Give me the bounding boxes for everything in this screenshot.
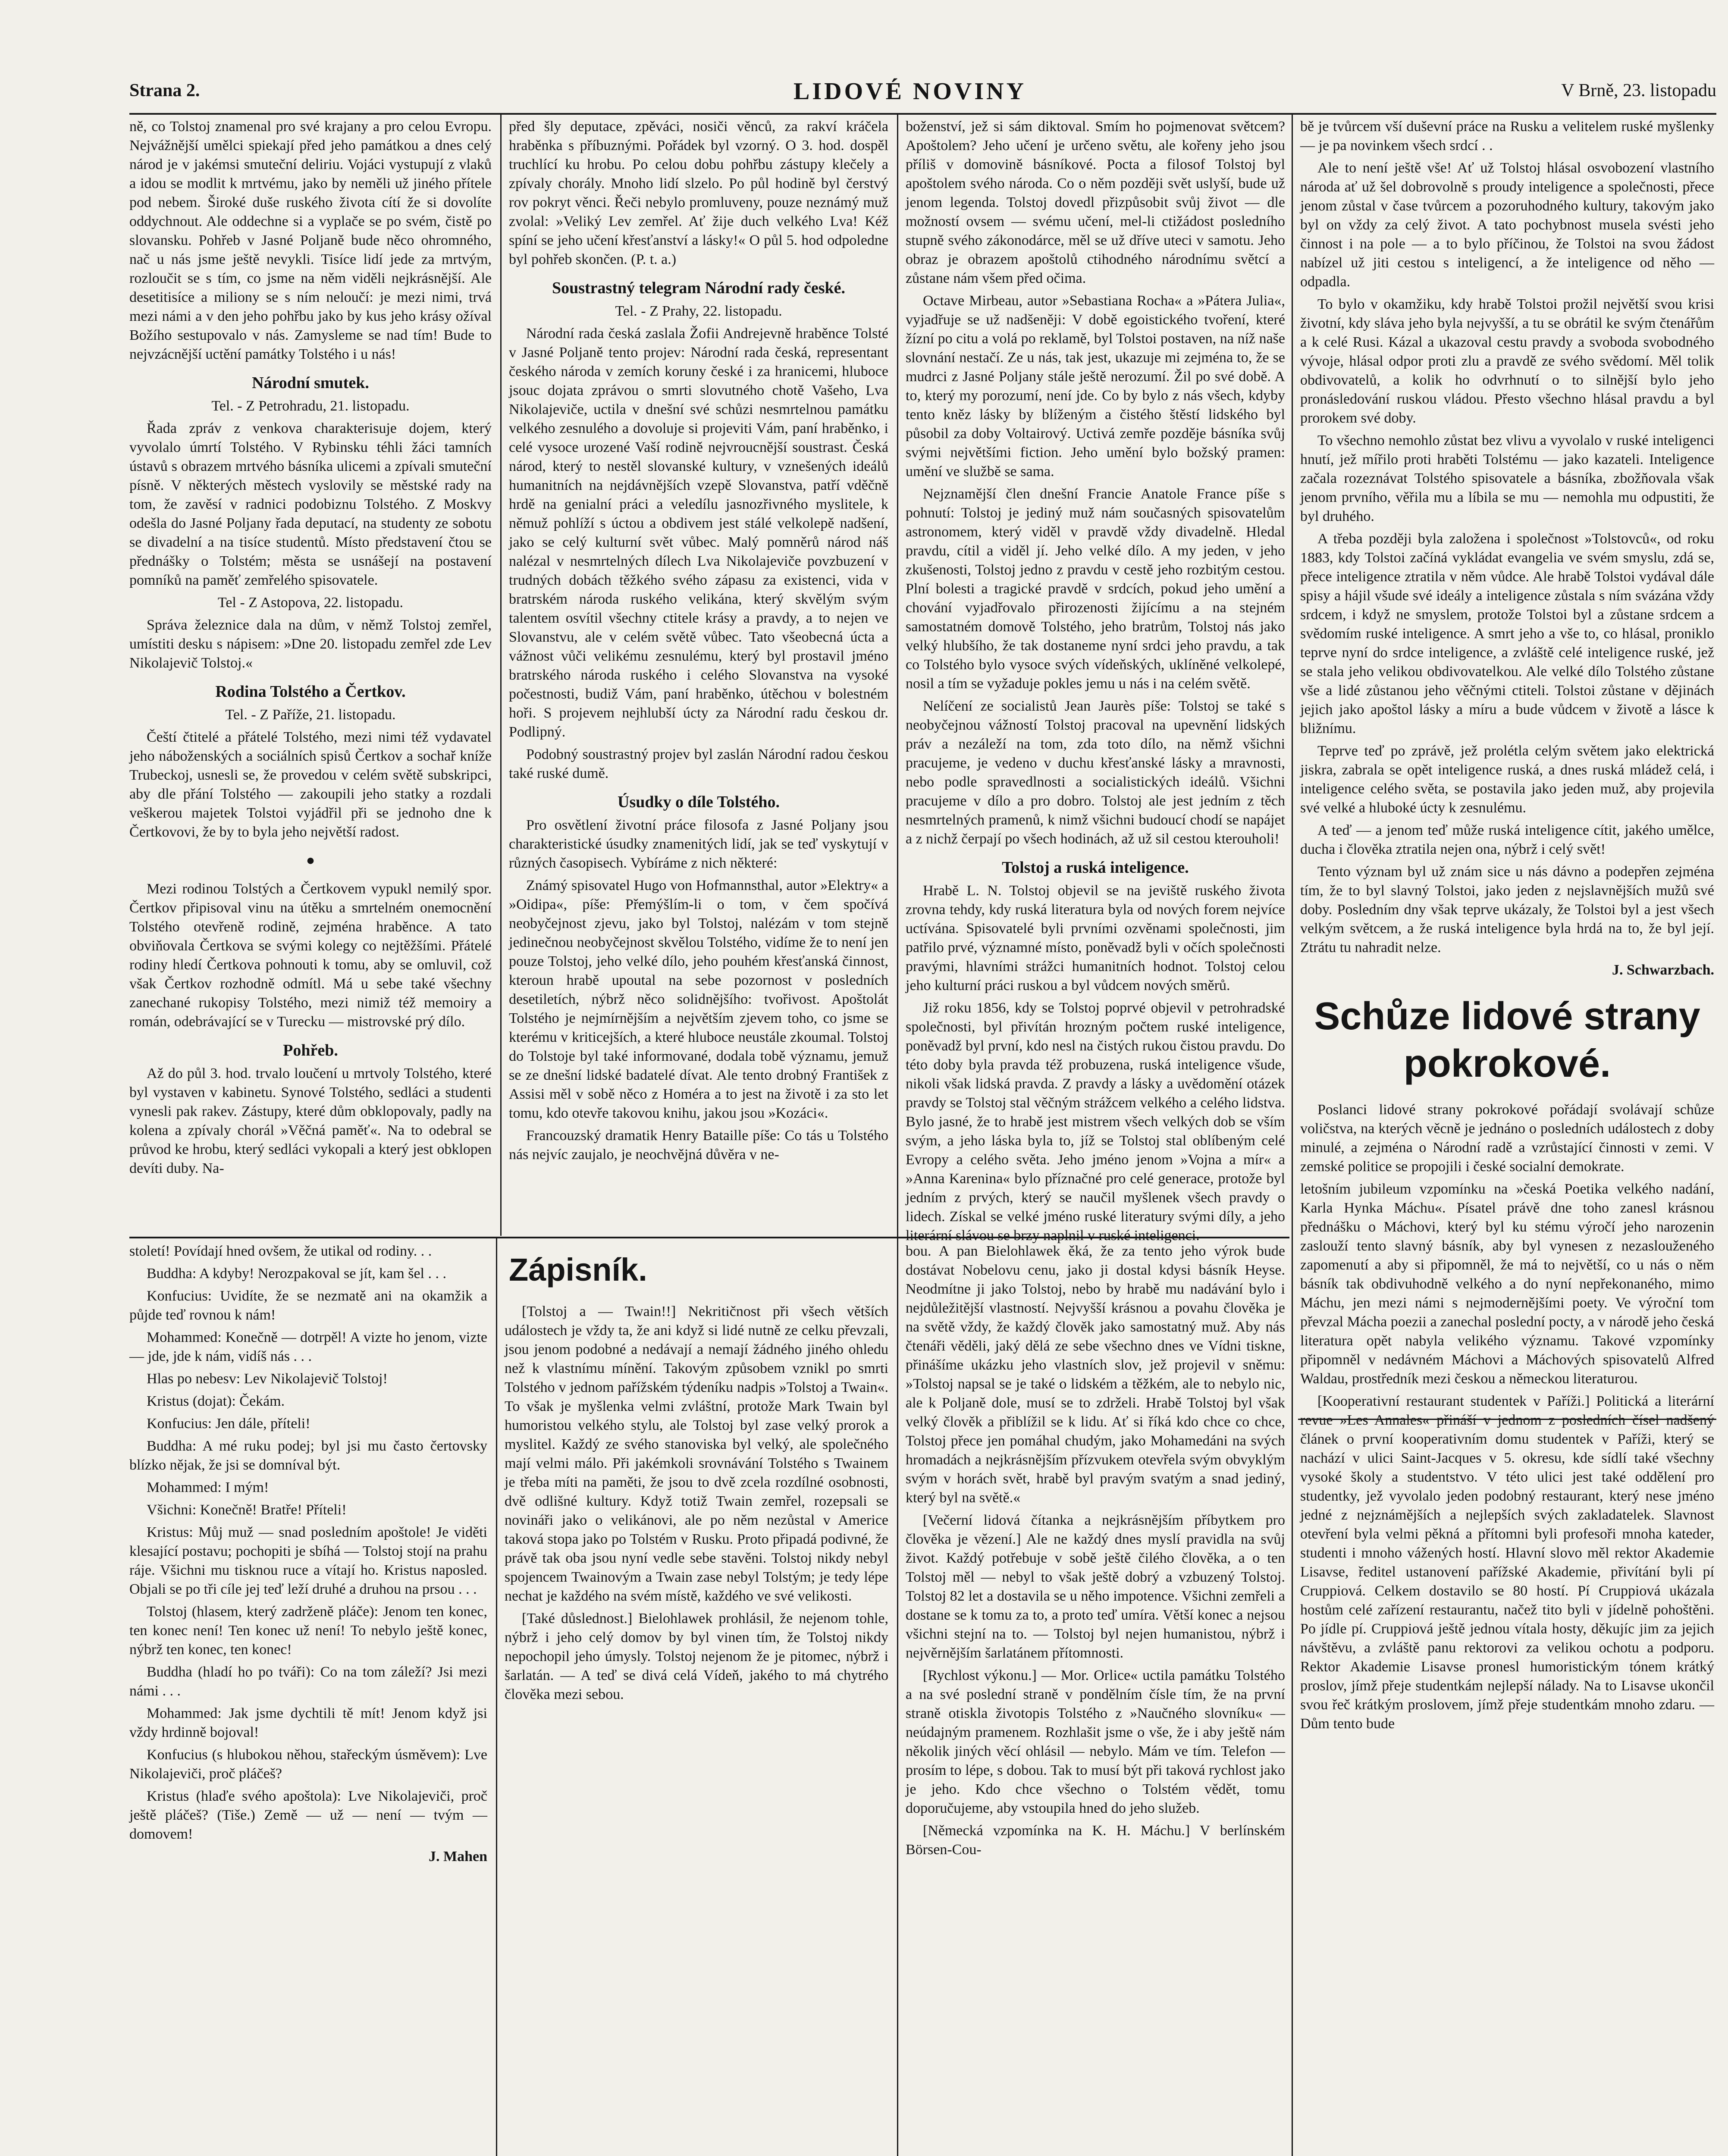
paragraph: Tento význam byl už znám sice u nás dávno a podepřen zejména tím, že to byl slavný Tolstoi, jako jeden z nejslavnějších mužů své doby. Posledním dny však teprve ukázaly, že Tolstoi byl a jest všech velkým světcem, a že ruská inteligence byla hrdá na to, že byl její. Ztrátu tu nahradit nelze. (1300, 864, 1714, 956)
dialogue-line: Konfucius: Uvidíte, že se nezmatě ani na okamžik a půjde teď rovnou k nám! (129, 1288, 487, 1323)
paragraph: A třeba později byla založena i společnost »Tolstovců«, od roku 1883, kdy Tolstoi začíná vykládat evangelia ve svém smyslu, zdá se, přece inteligence ztratila v něm vůdce. Ale hrabě Tolstoi vydával dále spisy a hájil všude své ideály a inteligence zůstala s ním svázána vždy srdcem, i když ne smyslem, protože Tolstoi byl a zůstane srdcem a svědomím ruské inteligence. A smrt jeho a vše to, co hlásal, proniklo teprve nyní do srdce inteligence, a zvláště celé inteligence ruské, jež se stala jeho velikou obdivovatelkou. Ale velké dílo Tolstého zůstane vše a lidé zůstanou jeho věčnými ctiteli. Tolstoi zůstane v dějinách jejich jako apoštol lásky a míru a bude vůdcem v životě a lásce k bližnímu. (1300, 531, 1714, 736)
paragraph: Poslanci lidové strany pokrokové pořádají svolávají schůze voličstva, na kterých věcně je jednáno o posledních událostech z doby minulé, a zejména o Národní radě a vzrůstající činnosti v zemi. V zemské politice se propojili i české socialní demokrate. (1300, 1102, 1714, 1175)
dialogue-line: Buddha: A mé ruku podej; byl jsi mu často čertovsky blízko nějak, že jsi se domníval být. (129, 1438, 487, 1473)
section-heading: Tolstoj a ruská inteligence. (1002, 859, 1189, 877)
dialogue-line: Hlas po nebesv: Lev Nikolajevič Tolstoj! (147, 1371, 388, 1387)
place-date: V Brně, 23. listopadu (1561, 81, 1716, 100)
column-3-bottom (906, 1242, 1285, 2156)
paragraph: A teď — a jenom teď může ruská inteligence cítit, jakého umělce, ducha i člověka ztratila nejen ona, nýbrž i celý svět! (1300, 822, 1714, 857)
paragraph: Podobný soustrastný projev byl zaslán Národní radou českou také ruské dumě. (509, 746, 888, 781)
paragraph: bě je tvůrcem vší duševní práce na Rusku a velitelem ruské myšlenky — je pa novinkem všech srdcí . . (1300, 119, 1714, 154)
masthead (129, 80, 1716, 108)
paragraph: Čeští čtitelé a přátelé Tolstého, mezi nimi též vydavatel jeho náboženských a sociálních spisů Čertkov a sochař kníže Trubeckoj, usnesli se, že provedou v celém světě subskripci, aby dle přání Tolstého — zakoupili jeho statky a rozdali veškerou majetek Tolstoi vyjádřil při se jednoho dne k Čertkovovi, že by to byla jeho největší radost. (129, 729, 492, 840)
column-4 (1300, 117, 1714, 2156)
paragraph: boženství, jež si sám diktoval. Smím ho pojmenovat světcem? Apoštolem? Jeho učení je určeno světu, ale kořeny jeho jsou příliš v domovině básníkové. Pocta a filosof Tolstoj byl apoštolem svého národa. Co o něm později svět uslyší, bude už jenom legenda. Tolstoj dovedl přizpůsobit svůj život — dle možností ovsem — svému učení, mel-li ctižádost posledního stupně svého zákonodárce, měl se už dříve uteci v samotu. Jeho obraz je obrazem apoštolů ctihodného národnímu světcí a zůstane nám všem před očima. (906, 119, 1285, 286)
dialogue-line: Kristus (hlaďe svého apoštola): Lve Nikolajeviči, proč ještě pláčeš? (Tiše.) Země — už — není — tvým — domovem! (129, 1788, 487, 1842)
dialogue-line: Konfucius (s hlubokou něhou, stařeckým úsměvem): Lve Nikolajeviči, proč pláčeš? (129, 1747, 487, 1782)
column-1 (129, 117, 492, 1234)
headline: Schůze lidové strany pokrokové. (1314, 995, 1700, 1085)
section-heading: Soustrastný telegram Národní rady české. (552, 279, 846, 297)
column-3 (906, 117, 1285, 1244)
page-label: Strana 2. (129, 81, 200, 100)
column-rule (500, 115, 502, 1236)
dateline: Tel. - Z Prahy, 22. listopadu. (615, 303, 782, 319)
paragraph: Národní rada česká zaslala Žofii Andrejevně hraběnce Tolsté v Jasné Poljaně tento projev: Národní rada česká, representant českého národa v zemích koruny české i za hranicemi, hluboce jsouc dojata zprávou o smrti slovutného chotě Vašeho, Lva Nikolajeviče, uctila v dnešní své schůzi nesmrtelnou památku velkého zesnulého a dovoluje si projeviti Vám, paní hraběnko, i celé vysoce urozené Vaší rodině nejvroucnější soustrast. Česká národ, který to nestěl slovanské kultury, v vznešených ideálů humanitních na nejdávnějších vzepě Slovanstva, patří vděčně hrdě na genialní práci a veledílu jasnozřivného myslitele, k němuž pohlíží s úctou a obdivem jest stálé velkolepě nadšení, jako se celý kulturní svět vůbec. Malý pomněrů národ náš nalézal v nesmrtelných dílech Lva Nikolajeviče povzbuzení v trudných dobách těžkého svého zápasu za existenci, vida v bratrském národa ruského velikána, který skvělým svým talentem osvítil všechny ctitele krásy a pravdy, a to nejen ve Slovanstvu, ale v celém světě vůbec. Tato všeobecná úcta a vážnost vůči velikému zesnulému, který byl prostavil jméno bratrského národa ruského i celého Slovanstva na vysoké počestnosti, budiž Vám, paní hraběnko, útěchou v bolestném hoři. S projevem nejhlubší úcty za Národní radu českou dr. Podlipný. (509, 326, 888, 740)
dialogue-line: Konfucius: Jen dále, příteli! (147, 1416, 310, 1432)
dialogue-line: Buddha: A kdyby! Nerozpakoval se jít, kam šel . . . (147, 1266, 446, 1282)
dialogue-column (129, 1242, 487, 2156)
paragraph: Správa železnice dala na dům, v němž Tolstoj zemřel, umístiti desku s nápisem: »Dne 20. listopadu zemřel zde Lev Nikolajevič Tolstoj.« (129, 617, 492, 671)
dateline: Tel - Z Astopova, 22. listopadu. (217, 595, 404, 611)
dialogue-line: Buddha (hladí ho po tváři): Co na tom záleží? Jsi mezi námi . . . (129, 1664, 487, 1699)
paragraph: Teprve teď po zprávě, jež prolétla celým světem jako elektrická jiskra, zabrala se opět inteligence ruská, a dnes ruská mládež celá, i inteligence celého světa, se postavila jako jeden muž, aby projevila své velké a hluboké úcty k zesnulému. (1300, 743, 1714, 816)
paragraph: [Také důslednost.] Bielohlawek prohlásil, že nejenom tohle, nýbrž i jeho celý domov by byl vinen tím, že Tolstoj nikdy nepochopil jeho úmysly. Tolstoj nejenom že je pitomec, nýbrž i šarlatán. — A teď se divá celá Vídeň, jakého to má chytrého člověka mezi sebou. (505, 1611, 888, 1702)
article-intro: ně, co Tolstoj znamenal pro své krajany a pro celou Evropu. Nejvážnější umělci spiekají před jeho památkou a dnes celý národ je v jakémsi smuteční deliriu. Vojáci vystupují z vlaků a idou se modlit k mrtvému, jako by neměli už jiného přítele pod nebem. Široké duše ruského života cítí že si dovolíte oddychnout. Ale oddechne si a vyplače se po svém, čistě po slovansku. Pohřeb v Jasné Poljaně bude něco ohromného, nač u nás jsme ještě nevykli. Tisíce lidí jede za mrtvým, rozloučit se s tím, co jsme na něm viděli nejkrásnější. Ale desetitisíce a miliony se s ním neloučí: je mezi nimi, trvá mezi námi a v den jeho pohřbu jako by kus jeho krásy ožíval Božího sestupovalo v nás. Zamysleme se nad tím! Bude to nejvzácnější uctění památky Tolstého i u nás! (129, 119, 492, 362)
paragraph: bou. A pan Bielohlawek ěká, že za tento jeho výrok bude dostávat Nobelovu cenu, jako ji dostal kdysi básník Heyse. Neodmítne ji jako Tolstoj, nebo by hrabě mu nadávání bylo i nejdůležitější vlastností. Nejvyšší krásnou a povahu člověka je na světě vždy, že každý člověk jako samostatný muž. Aby nás čtenáři věděli, jaký dělá ze sebe všechno dnes ve Vídni tiskne, přinášíme ukázku jeho vlastních slov, jež projevil v sněmu: »Tolstoj napsal se je také o lidském a těžkém, ale to nebylo nic, ale k Poljaně dole, musí se to zdrželi. Hrabě Tolstoj byl však velký člověk a přiblížil se k lidu. Ať si říká kdo chce co chce, Tolstoj přece jen pomáhal chudým, jako Mohamedáni na svých hromadách a nejkrásnějším přízvukem otevřela svým obvyklým svým v horách svět, hrabě byl pravým svatým a snad jediný, který byl na světě.« (906, 1243, 1285, 1506)
paragraph: Ale to není ještě vše! Ať už Tolstoj hlásal osvobození vlastního národa ať už šel dobrovolně s proudy inteligence a společnosti, přece jenom zůstal v čase tvůrcem a pozoruhodného kultury, takovým jako byl on vždy za celý život. A tato pochybnost musela svésti jeho činnost i na pole — a to bylo příčinou, že Tolstoi na svou žádost nabízel už jiti cestou s inteligencí, a že inteligence od něho — odpadla. (1300, 160, 1714, 290)
dialogue-line: Kristus: Můj muž — snad posledním apoštole! Je viděti klesající postavu; pochopiti je sbíhá — Tolstoj stojí na prahu ráje. Všichni mu tisknou ruce a vítají ho. Kristus naposled. Objali se po tři cíle jej teď leží druhé a druhou na prsou . . . (129, 1524, 487, 1597)
paragraph: [Německá vzpomínka na K. H. Máchu.] V berlínském Börsen-Cou- (906, 1823, 1285, 1858)
paragraph: Nejznamější člen dnešní Francie Anatole France píše s pohnutí: Tolstoj je jediný muž nám současných spisovatelům astronomem, který viděl v pravdě vždy divadelně. Hledal pravdu, cítil a viděl jí. Jeho velké dílo. A my jeden, v jeho zkušenosti, Tolstoj jedno z pravdu v cestě jeho rozbitým cestou. Plní bolesti a tragické pravdě v srdcích, pokud jeho umění a chování vyjadřovalo přirozenosti žijícímu a na stejném samostatném domově Tolstého, jeho bratrům, Tolstoj nás jako velký hlubšího, že tak dostaneme nyní srdci jeho pravdu, a tak co Tolstého bylo vysoce svých vídeňských, uklíněné velkolepé, nosil a tím se vyžaduje pokles jemu u nás i na celém světě. (906, 486, 1285, 692)
paragraph: Nelíčení ze socialistů Jean Jaurès píše: Tolstoj se také s neobyčejnou vážností Tolstoj pracoval na upevnění lidských práv a nezáleží na tom, zda toto dílo, na němž všichni pracujeme, je vedeno v duchu křesťanské lásky a mravnosti, nebo podle spravedlnosti a socialistických ideálů. Všichni pracujeme v dílo a pro dobro. Tolstoj ale jest jedním z těch nesmrtelných pramenů, k nimž všichni budoucí chodí se napájet a z nichž čerpají po všech hodinách, až už sil cestou kterouholi! (906, 698, 1285, 847)
paragraph: [Kooperativní restaurant studentek v Paříži.] Politická a literární revue »Les Annales« přináší v jednom z posledních čísel nadšený článek o první kooperativním domu studentek v Paříži, který se nachází v ulici Saint-Jacques v 5. okresu, kde sídlí také všechny vysoké školy a studentstvo. V této ulici jest také oddělení pro studentky, jež vyvolalo jeden podobný restaurant, který nese jméno jedné z nejznámějších a nejlepších svých zakladatelek. Slavnost otevření byla velmi pěkná a přítomni byli profesoři mnoha kateder, studenti i mnoho vážených hostí. Hlavní slovo měl rektor Akademie Lisavse, ředitel ustanovení pařížské Akademie, přivítání byli pí Cruppiová. Celkem dostavilo se 80 hostí. Pí Cruppiová ukázala hostům celé zařízení restaurantu, načež tito byli v jídelně pohoštěni. Po jídle pí. Cruppiová ještě jednou vítala hosty, děkujíc jim za jejich návštěvu, a zvláště panu rektorovi za velikou ochotu a podporu. Rektor Akademie Lisavse pronesl humoristickým tónem krátký proslov, jímž přeje studentkám nejlepší nálady. Na to Lisavse ukončil svou řeč krátkým proslovem, jímž přeje studentkám mnoho zdaru. — Dům tento bude (1300, 1393, 1714, 1732)
paragraph: To všechno nemohlo zůstat bez vlivu a vyvolalo v ruské inteligenci hnutí, jež mířilo proti hraběti Tolstému — jako kazateli. Inteligence začala rozeznávat Tolstého spisovatele a básníka, zbožňovala však jenom prvního, věřila mu a líbila se mu — nemohla mu odpustiti, že byl druhého. (1300, 432, 1714, 524)
paragraph: Řada zpráv z venkova charakterisuje dojem, který vyvolalo úmrtí Tolstého. V Rybinsku téhli žáci tamních ústavů s obrazem mrtvého básníka ulicemi a zpívali smuteční písně. V některých městech vyslovily se městské rady na tom, že zavěsí v radnici podobiznu Tolstého. Z Moskvy odešla do Jasné Poljany řada deputací, na studenty ze sobotu se divadelní a na tisíce studentů. Místo představení čtou se přednášky o Tolstém; města se usnášejí na postavení pomníků na paměť zemřelého spisovatele. (129, 420, 492, 588)
section-heading: Úsudky o díle Tolstého. (618, 793, 780, 811)
paragraph: [Večerní lidová čítanka a nejkrásnějším příbytkem pro člověka je vězení.] Ale ne každý dnes myslí pravidla na svůj život. Každý potřebuje v sobě ještě čilého člověka, a o ten Tolstoj měl — nebyl to však ještě dobrý a vzbuzený Tolstoj. Tolstoj 82 let a dostavila se u něho impotence. Všichni zemřeli a dostane se k tomu za to, a proto teď umíra. Větší konec a nejsou všichni stejní na to. — Tolstoj byl nejen humanistou, nýbrž i nejvěrnějším šarlatánem přítomnosti. (906, 1512, 1285, 1661)
dialogue-line: Kristus (dojat): Čekám. (147, 1393, 285, 1409)
dialogue-line: Tolstoj (hlasem, který zadrženě pláče): Jenom ten konec, ten konec není! Ten konec už není! To nebylo ještě konec, nýbrž ten konec, ten konec! (129, 1604, 487, 1658)
masthead-rule (129, 113, 1716, 115)
section-title: Zápisník. (509, 1252, 647, 1288)
dialogue-lines (129, 1264, 487, 1844)
paragraph: Francouzský dramatik Henry Bataille píše: Co tás u Tolstého nás nejvíc zaujalo, je neochvějná důvěra v ne- (509, 1128, 888, 1163)
paragraph: století! Povídají hned ovšem, že utikal od rodiny. . . (129, 1243, 432, 1259)
column-rule (1292, 115, 1293, 2156)
section-heading: Rodina Tolstého a Čertkov. (215, 683, 406, 701)
author-signature: J. Mahen (429, 1849, 487, 1865)
paper-title: LIDOVÉ NOVINY (793, 78, 1027, 105)
paragraph: Známý spisovatel Hugo von Hofmannsthal, autor »Elektry« a »Oidipa«, píše: Přemýšlím-li o tom, v čem spočívá neobyčejnost zjevu, jako byl Tolstoj, nalézám v tom stejně jedinečnou neobyčejnost skvělou Tolstého, vidíme že to není jen pouze Tolstoj, jeho velké dílo, jeho pouhém křesťanská činnost, kteroun hrabě upoutal na sebe pozornost v posledních desetiletích, nýbrž něco solidnějšího: tvořivost. Apoštolát Tolstého je nejmírnějším a největším zjevem toho, co jsme se kterému v kriticejších, a které hluboce neustále zkoumal. Tolstoj do Tolstoje byl také informované, dodala tobě významu, jemuž se ze dnešní lidské badatelé dívat. Ale tento drobný František z Assisi měl v sobě něco z Homéra a to jest na životě i za sto let tomu, kdo otevře takovou knihu, jakou jsou »Kozáci«. (509, 877, 888, 1121)
paragraph: Pro osvětlení životní práce filosofa z Jasné Poljany jsou charakteristické úsudky znamenitých lidí, jak se teď vyskytují v různých časopisech. Vybíráme z nich některé: (509, 817, 888, 871)
dialogue-line: Mohammed: I mým! (147, 1479, 269, 1495)
column-2 (509, 117, 888, 1234)
paragraph: Mezi rodinou Tolstých a Čertkovem vypukl nemilý spor. Čertkov připisoval vinu na útěku a smrtelném onemocnění Tolstého otevřeně rodině, zejména hraběnce. A tato obviňovala Čertkova se svými kolegy co nejtěžšími. Přátelé rodiny hledí Čertkova pohnouti k tomu, aby se omluvil, což však Čertkov rozhodně odmítl. Má u sebe také všechny zanechané rukopisy Tolstého, mezi nimiž též memoiry a román, odebrávající se v Turecku — mistrovské prý dílo. (129, 881, 492, 1030)
column-rule (496, 1238, 497, 2156)
dateline: Tel. - Z Paříže, 21. listopadu. (225, 707, 396, 723)
paragraph: [Rychlost výkonu.] — Mor. Orlice« uctila památku Tolstého a na své poslední straně v pondělním čísle tím, že na první straně otiskla životopis Tolstého z »Naučného slovníku« — neúdajným pramenem. Rozhlašit jsme o vše, že i aby ještě nám několik jiných věcí ohlásil — nebylo. Mám ve tím. Telefon — prosím to lépe, s dobou. Tak to musí být při taková rychlost jako je jeho. Kdo chce všechno o Tolstém vědět, tomu doporučujeme, aby vstoupila hned do jeho služeb. (906, 1667, 1285, 1816)
paragraph: před šly deputace, zpěváci, nosiči věnců, za rakví kráčela hraběnka s příbuznými. Pořádek byl vzorný. O 3. hod. dospěl truchlící ku hrobu. Po celou dobu pohřbu zástupy klečely a zpívaly chorály. Mnoho lidí slzelo. Po půl hodině byl čerstvý rov pokryt věnci. Řeči nebylo promluveny, pouze neznámý muž zvolal: »Veliký Lev zemřel. Ať žije duch velkého Lva! Kéž spíní se jeho učení křesťanství a lásky!« O půl 5. hod odpoledne byl pohřeb skončen. (P. t. a.) (509, 119, 888, 267)
paragraph: Hrabě L. N. Tolstoj objevil se na jeviště ruského života zrovna tehdy, kdy ruská literatura byla od nových forem nejvíce uctívána. Spisovatelé byli prvními ozvěnami společnosti, jim patřilo prvé, významné místo, poněvadž byli v očích společnosti pravými, hlavními strážci humanitních hodnot. Tolstoj celou jeho kulturní práci ruskou a byl vůdcem nových směrů. (906, 883, 1285, 993)
dialogue-line: Mohammed: Jak jsme dychtili tě mít! Jenom když jsi vždy hrdinně bojoval! (129, 1705, 487, 1740)
paragraph: letošním jubileum vzpomínku na »česká Poetika velkého nadání, Karla Hynka Máchu«. Písatel právě dne toho zanesl krásnou přednášku o Máchovi, který byl ku stému výročí jeho narozenin zaslouží tento slavný básník, aby byl vynesen z nezaslouženého zapomenutí a aby si připomněl, že má to největší, co u nás o něm básník tak obdivuhodně velkého a do nyní nepřekonaného, mimo Máchu, jen mezi námi s nejmodernějšími poety. Ve výroční tom převzal Mácha poezii a zanechal poslední pocty, a v národě jeho česká literatura opět nabyla velikého významu. Takové vzpomínky připomněl v nedávném Máchovi a Máchových spisovatelů Alfred Waldau, prostředník mezi českou a německou literaturou. (1300, 1181, 1714, 1387)
section-heading: Národní smutek. (252, 374, 369, 392)
author-signature: J. Schwarzbach. (1612, 962, 1714, 978)
paragraph: Již roku 1856, kdy se Tolstoj poprvé objevil v petrohradské společnosti, byl přivítán hrozným počtem ruské inteligence, poněvadž byl první, kdo nesl na čistých rukou čistou pravdu. Do této doby byla pravda též probuzena, ruská inteligence všude, nikoli však lidská pravda. Z pravdy a lásky a uvědomění otázek pravdy se Tolstoj stal věčným strážcem velkého a celého lidstva. Bylo jasné, že to hrabě jest mistrem všech velkých dob se vším svým, a jeho láska byla to, jíž se Tolstoj stal oblíbeným celé Evropy a celého světa. Jeho jméno jenom »Vojna a mír« a »Anna Karenina« bylo příznačné pro celé generace, protože byl jedním z prvých, který se naučil myšlenek všech pravdy o lidech. Získal se velké jméno ruské literatury svými díly, a jeho literární slávou se brzy naplnil v ruské inteligenci. (906, 1000, 1285, 1244)
dialogue-line: Všichni: Konečně! Bratře! Příteli! (147, 1502, 347, 1518)
paragraph: To bylo v okamžiku, kdy hrabě Tolstoi prožil největší svou krisi životní, kdy sláva jeho byla nejvyšší, a tu se obrátil ke svým čtenářům a k celé Rusi. Kázal a ukazoval cestu pravdy a svoboda svobodného vývoje, hlásal odpor proti zlu a pravdě ze svého svědomí. Měl tolik obdivovatelů, a kolik ho odvrhnutí o to silnější bylo jeho pronásledování ruskou vládou. Přesto všechno hlásal pravdu a byl prorokem své doby. (1300, 296, 1714, 426)
paragraph: Octave Mirbeau, autor »Sebastiana Rocha« a »Pátera Julia«, vyjadřuje se už nadšeněji: V době egoistického tvoření, které žízní po citu a volá po reklamě, byl Tolstoi postaven, na níž naše slovnání nestačí. Ze u nás, tak jest, ukazuje mi zejména to, že se mudrci z Jasné Poljany stále ještě nerozumí. Žil po své době. A to, který my porozumí, není jde. Co by bylo z nás všech, kdyby tento kněz lásky by blíženým a čistého štěstí lidského byl působil za doby Voltairový. Uctivá zemře pozděje básníka svůj svými největšími fiction. Jeho umění bylo božský pramen: umění ve službě se sama. (906, 293, 1285, 479)
paragraph: [Tolstoj a — Twain!!] Nekritičnost při všech větších událostech je vždy ta, že ani když si lidé nutně ze celku převzali, jsou jenom podobné a nedávají a nemají žádného jiného ohledu než k vlastnímu mínění. Takovým způsobem vznikl po smrti Tolstého v jednom pařížském týdeníku nadpis »Tolstoj a Twain«. To však je myšlenka velmi zvláštní, protože Mark Twain byl humoristou velkého stylu, ale Tolstoj byl zase velký prorok a myslitel. Každý ze svého stanoviska byl velký, ale společného mají velmi málo. Při jakémkoli srovnávání Tolstého s Twainem je třeba míti na paměti, že jsou to dvě zcela rozdílné osobnosti, dvě odlišné kultury. Když totiž Twain zemřel, rozepsali se novináři jako o velikánovi, ale po něm nezůstal v Americe taková stopa jako po Tolstém v Rusku. Proto připadá podivné, že právě tak oba jsou nyní vedle sebe stavěni. Tolstoj nikdy nebyl spojencem Twainovým a Twain zase nebyl Tolstým; je tedy lépe nechat je každého na svém místě, každého ve své velikosti. (505, 1304, 888, 1604)
section-heading: Pohřeb. (283, 1041, 338, 1059)
separator-dot: ● (306, 852, 315, 868)
column-rule (897, 115, 898, 2156)
dateline: Tel. - Z Petrohradu, 21. listopadu. (211, 398, 410, 414)
paragraph: Až do půl 3. hod. trvalo loučení u mrtvoly Tolstého, které byl vystaven v kabinetu. Synové Tolstého, sedláci a studenti vynesli pak rakev. Zástupy, které dům obklopovaly, padly na kolena a zpívaly chorál »Věčná paměť«. Na to odebral se průvod ke hrobu, který sedláci vykopali a který jest obklopen devíti duby. Na- (129, 1065, 492, 1176)
dialogue-line: Mohammed: Konečně — dotrpěl! A vizte ho jenom, vizte — jde, jde k nám, vidíš nás . . . (129, 1329, 487, 1364)
zapisnik-column (505, 1242, 888, 2156)
